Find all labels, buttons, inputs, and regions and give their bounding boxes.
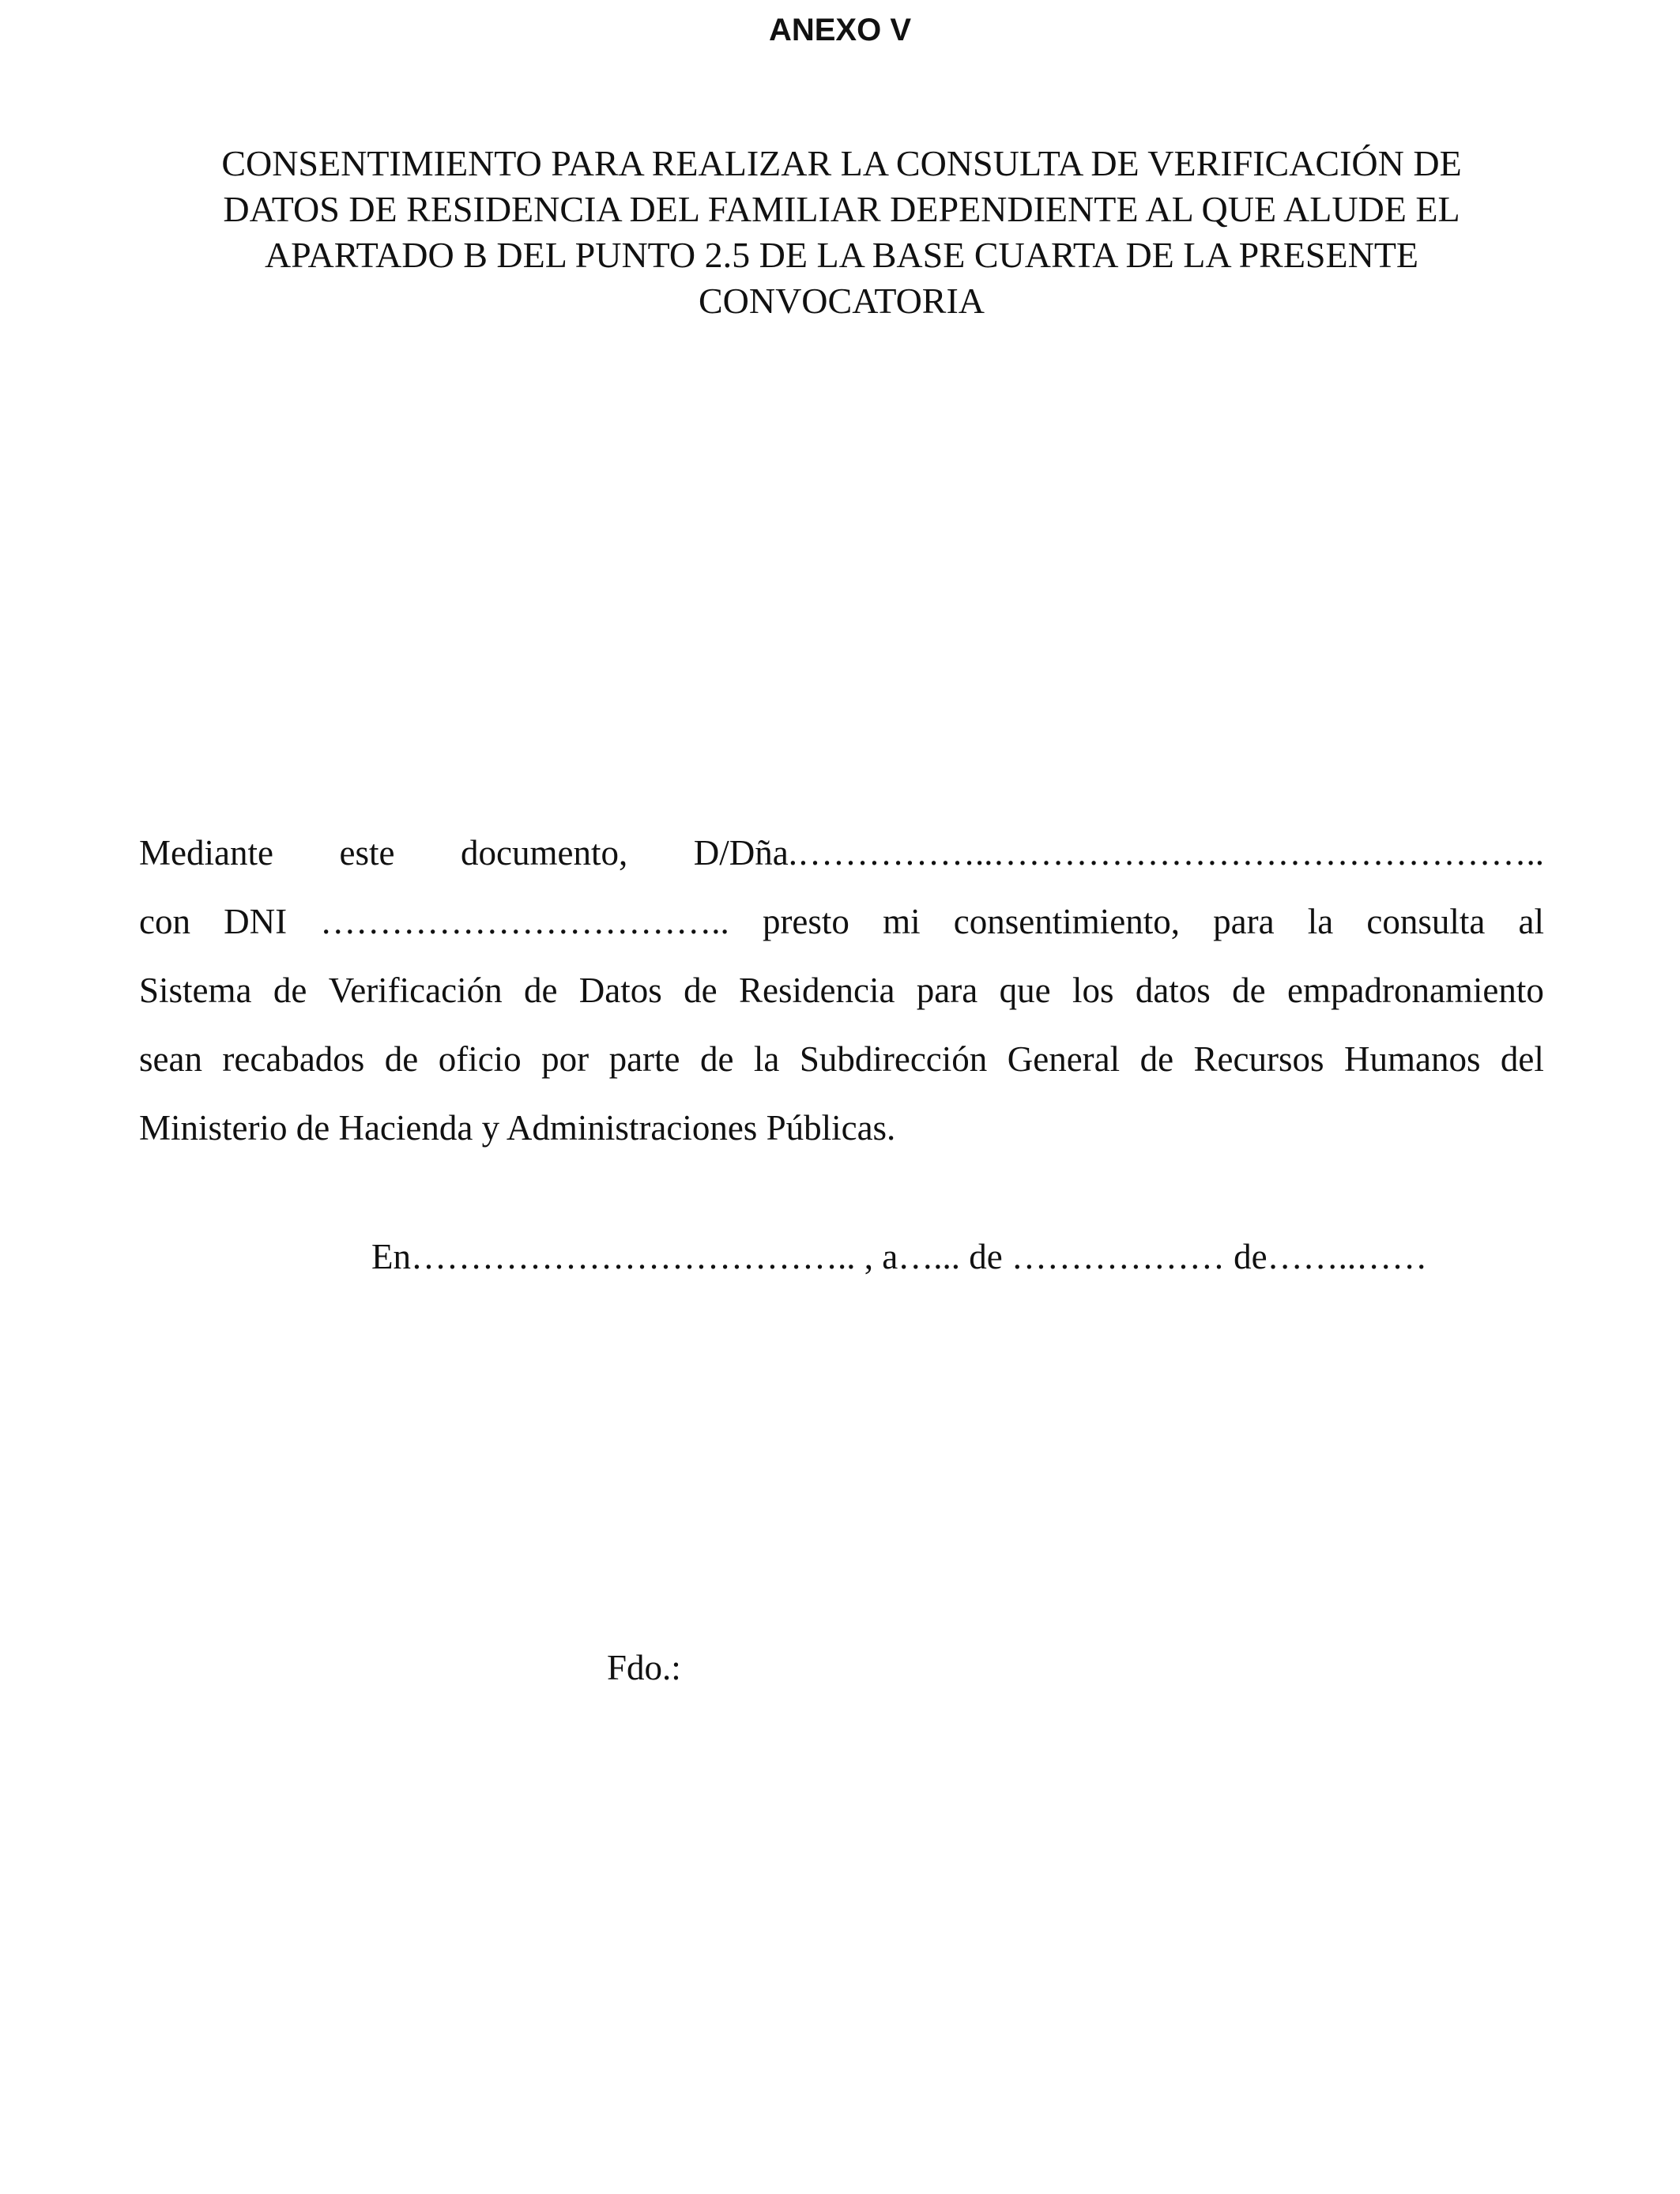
word: Residencia: [739, 971, 895, 1010]
word: del: [1500, 1039, 1544, 1079]
last-line-text: Ministerio de Hacienda y Administraciones Públicas.: [139, 1108, 896, 1148]
word: este: [339, 833, 395, 873]
word: de: [273, 971, 307, 1010]
word: los: [1072, 971, 1114, 1010]
word: documento,: [461, 833, 628, 873]
paragraph-line: [139, 888, 1544, 956]
word: Humanos: [1343, 1039, 1481, 1079]
word: de: [1232, 971, 1266, 1010]
word: mi: [883, 902, 921, 941]
word: datos: [1135, 971, 1211, 1010]
word: la: [1307, 902, 1334, 941]
document-heading: [126, 141, 1557, 324]
heading-line: CONVOCATORIA: [698, 281, 985, 321]
signature-label: Fdo.:: [607, 1648, 681, 1687]
word: General: [1007, 1039, 1121, 1079]
word: parte: [608, 1039, 680, 1079]
word: de: [699, 1039, 734, 1079]
consent-paragraph: [139, 819, 1544, 1163]
paragraph-line: [139, 819, 1544, 888]
paragraph-line: [139, 956, 1544, 1025]
word: para: [1213, 902, 1275, 941]
word: consulta: [1366, 902, 1486, 941]
word: por: [541, 1039, 590, 1079]
word: para: [916, 971, 978, 1010]
heading-line: CONSENTIMIENTO PARA REALIZAR LA CONSULTA DE VERIFICACIÓN DE: [221, 143, 1462, 183]
word: de: [1139, 1039, 1174, 1079]
annex-title: ANEXO V: [768, 13, 912, 47]
word: la: [753, 1039, 780, 1079]
word: Sistema: [139, 971, 252, 1010]
place-date-line: En……………………………….. , a…... de ……………… de……..……: [371, 1237, 1428, 1276]
word: consentimiento,: [953, 902, 1180, 941]
word: presto: [762, 902, 849, 941]
word: empadronamiento: [1287, 971, 1544, 1010]
word: Subdirección: [799, 1039, 988, 1079]
word: sean: [139, 1039, 202, 1079]
word: Mediante: [139, 833, 273, 873]
paragraph-line: [139, 1025, 1544, 1094]
word: recabados: [222, 1039, 365, 1079]
word: que: [999, 971, 1051, 1010]
word: Datos: [578, 971, 662, 1010]
dni-blank: ……………………………..: [320, 902, 729, 941]
word: de: [523, 971, 558, 1010]
word: Recursos: [1193, 1039, 1324, 1079]
word: con: [139, 902, 190, 941]
word: oficio: [438, 1039, 522, 1079]
heading-line: APARTADO B DEL PUNTO 2.5 DE LA BASE CUARTA DE LA PRESENTE: [264, 235, 1419, 275]
word: DNI: [224, 902, 288, 941]
word: de: [384, 1039, 419, 1079]
heading-line: DATOS DE RESIDENCIA DEL FAMILIAR DEPENDIENTE AL QUE ALUDE EL: [223, 189, 1460, 229]
word: de: [684, 971, 718, 1010]
name-blank: D/Dña.……………..………………………………………..: [693, 833, 1544, 873]
paragraph-line: [139, 1094, 1544, 1163]
word: al: [1518, 902, 1544, 941]
word: Verificación: [328, 971, 503, 1010]
